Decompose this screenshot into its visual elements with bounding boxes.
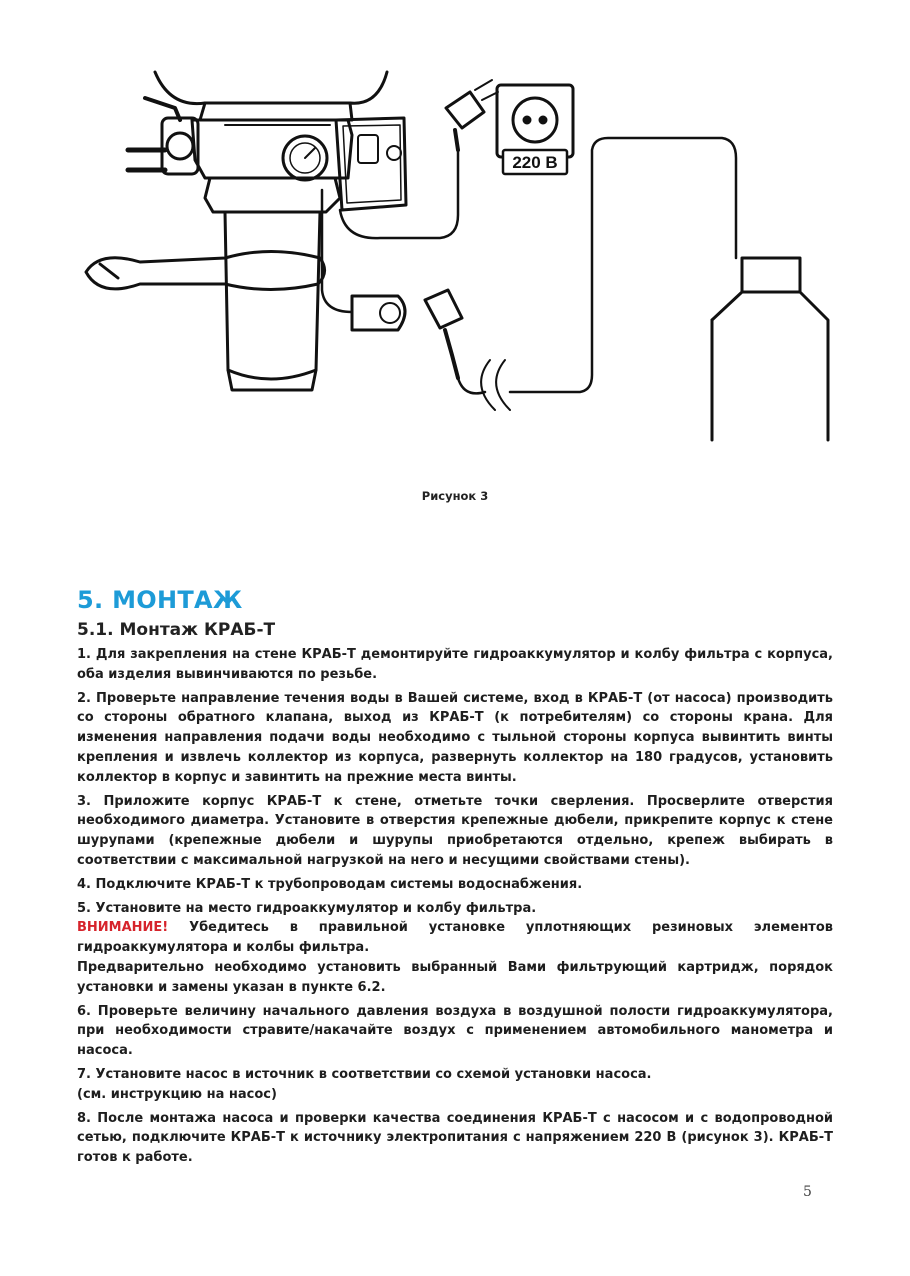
filter-flask xyxy=(225,212,320,379)
step-5-note: Предварительно необходимо установить выбранный Вами фильтрующий картридж, порядок установки и замены указан в пункте 6.2. xyxy=(77,959,833,995)
step-7-text: 7. Установите насос в источник в соответствии со схемой установки насоса. xyxy=(77,1066,652,1082)
subsection-title: 5.1. Монтаж КРАБ-Т xyxy=(77,620,276,640)
accumulator-tank xyxy=(155,72,387,104)
step-3: 3. Приложите корпус КРАБ-Т к стене, отметьте точки сверления. Просверлите отверстия необходимого диаметра. Установите в отверстия крепежные дюбели, прикрепите корпус к стене шурупами (крепежные дюбели и шурупы приобретаются отдельно, крепеж выбирать в соответствии с максимальной нагрузкой на него и несущими свойствами стены). xyxy=(77,793,833,868)
step-6: 6. Проверьте величину начального давления воздуха в воздушной полости гидроаккумулятора, при необходимости стравите/накачайте воздух с применением автомобильного манометра и насоса. xyxy=(77,1003,833,1059)
installation-figure xyxy=(0,0,910,470)
step-5 xyxy=(77,899,833,998)
extension-socket xyxy=(352,296,405,330)
section-title: 5. МОНТАЖ xyxy=(77,586,243,614)
wall-plug xyxy=(446,92,484,128)
step-1: 1. Для закрепления на стене КРАБ-Т демонтируйте гидроаккумулятор и колбу фильтра с корпуса, оба изделия вывинчиваются по резьбе. xyxy=(77,647,833,682)
instructions-body xyxy=(77,645,833,1172)
figure-caption: Рисунок 3 xyxy=(421,489,489,503)
step-5-text: 5. Установите на место гидроаккумулятор и колбу фильтра. xyxy=(77,900,537,916)
wall-socket xyxy=(497,85,573,157)
pump-body xyxy=(712,292,828,440)
warning-text: Убедитесь в правильной установке уплотняющих резиновых элементов гидроаккумулятора и колбы фильтра. xyxy=(77,920,833,956)
filter-cap xyxy=(205,178,340,212)
installation-diagram xyxy=(0,0,910,470)
step-7-ref: (см. инструкцию на насос) xyxy=(77,1086,277,1102)
collector-body xyxy=(192,120,352,178)
page-number: 5 xyxy=(803,1184,812,1200)
pump-head xyxy=(742,258,800,292)
step-7 xyxy=(77,1065,833,1105)
step-2: 2. Проверьте направление течения воды в Вашей системе, вход в КРАБ-Т (от насоса) производить со стороны обратного клапана, выход из КРАБ-Т (к потребителям) со стороны крана. Для изменения направления подачи воды необходимо с тыльной стороны корпуса вывинтить винты крепления и извлечь коллектор из корпуса, развернуть коллектор на 180 градусов, установить коллектор в корпус и завинтить на прежние места винты. xyxy=(77,690,833,785)
pump-plug xyxy=(425,290,462,328)
step-8: 8. После монтажа насоса и проверки качества соединения КРАБ-Т с насосом и с водопроводной сетью, подключите КРАБ-Т к источнику электропитания с напряжением 220 В (рисунок 3). КРАБ-Т готов к работе. xyxy=(77,1110,833,1166)
voltage-label: 220 В xyxy=(512,153,558,172)
step-5-warning xyxy=(77,918,833,958)
wrench xyxy=(86,252,325,290)
warning-label: ВНИМАНИЕ! xyxy=(77,920,169,936)
step-4: 4. Подключите КРАБ-Т к трубопроводам системы водоснабжения. xyxy=(77,876,583,892)
